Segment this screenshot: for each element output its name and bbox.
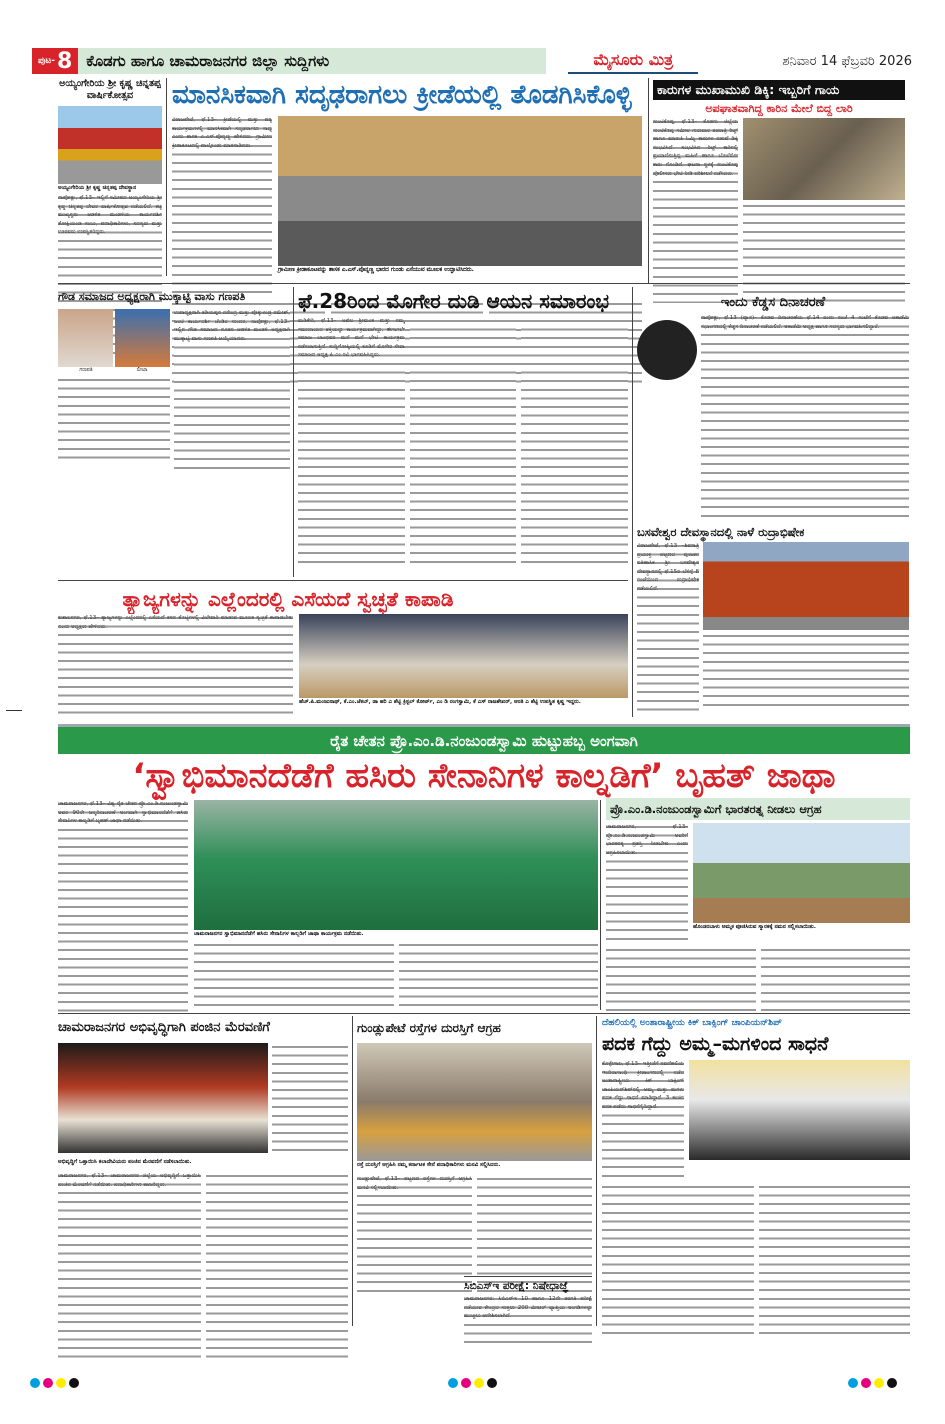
article-body: ವಿರಾಜಪೇಟೆ, ಫೆ.13– ಕ್ರೀಡೆಯಲ್ಲಿ ಮತ್ತು ಪಠ್ಯ ಕಾರ್ಯಕ್ರಮಗಳಲ್ಲಿ ಮಾನಸಿಕವಾಗಿ ಸದೃಢರಾಗಲು ಸಾಧ್ಯ ಎಂದು ಶಾಸಕ ಎ.ಎಸ್.ಪೊನ್ನಣ್ಣ ಹೇಳಿದರು. ಗ್ರಾಮೀಣ ಕ್ರೀಡಾಕೂಟದಲ್ಲಿ ಪಾಲ್ಗೊಂಡು ಮಾತನಾಡಿದರು. — [172, 116, 272, 296]
headline: ಮಾನಸಿಕವಾಗಿ ಸದೃಢರಾಗಲು ಕ್ರೀಡೆಯಲ್ಲಿ ತೊಡಗಿಸಿಕೊಳ್ಳಿ — [172, 80, 632, 110]
photo-caption: ಚಾಮರಾಜನಗರ ಸ್ವಾಭಿಮಾನದೆಡೆಗೆ ಹಸಿರು ಸೇನಾನಿಗಳ ಕಾಲ್ನಡಿಗೆ ಜಾಥಾ ಕಾರ್ಯಕ್ರಮ ನಡೆಯಿತು. — [194, 931, 364, 937]
cleanliness-article — [58, 584, 628, 714]
headline: ಅಯ್ಯಂಗೇರಿಯ ಶ್ರೀ ಕೃಷ್ಣ ಚಿನ್ನತಪ್ಪ ವಾರ್ಷಿಕೋತ್ಸವ — [59, 78, 161, 101]
article-body: ಚಾಮರಾಜನಗರ, ಫೆ.13– ಚಾಮರಾಜನಗರ ಜಿಲ್ಲೆಯ ಅಭಿವೃದ್ಧಿಗೆ ಒತ್ತಾಯಿಸಿ ಪಂಜಿನ ಮೆರವಣಿಗೆ ನಡೆಯಿತು. ಪದಾಧಿಕಾರಿಗಳು ಹಾಜರಿದ್ದರು. — [58, 1172, 201, 1362]
emblem-icon — [637, 320, 697, 380]
headline: ಬಸವೇಶ್ವರ ದೇವಸ್ಥಾನದಲ್ಲಿ ನಾಳೆ ರುದ್ರಾಭಿಷೇಕ — [637, 525, 805, 539]
photo-caption: ರಸ್ತೆ ದುರಸ್ತಿಗೆ ಆಗ್ರಹಿಸಿ ನಮ್ಮ ಕರ್ನಾಟಕ ಸೇನೆ ಪದಾಧಿಕಾರಿಗಳು ಮನವಿ ಸಲ್ಲಿಸಿದರು. — [357, 1162, 501, 1168]
headline: ಕಾರುಗಳ ಮುಖಾಮುಖಿ ಡಿಕ್ಕಿ: ಇಬ್ಬರಿಗೆ ಗಾಯ — [653, 80, 905, 100]
kedasa-article — [637, 292, 909, 519]
photo-caption: ಗ್ರಾಮೀಣ ಕ್ರೀಡಾಕೂಟವನ್ನು ಶಾಸಕ ಎ.ಎಸ್.ಪೊನ್ನಣ್ಣ ಭಾರದ ಗುಂಡು ಎಸೆಯುವ ಮೂಲಕ ಉದ್ಘಾಟಿಸಿದರು. — [278, 267, 474, 273]
registration-marks — [30, 1373, 82, 1392]
issue-date: ಶನಿವಾರ 14 ಫೆಬ್ರವರಿ 2026 — [782, 53, 912, 69]
headline: ತ್ಯಾಜ್ಯಗಳನ್ನು ಎಲ್ಲೆಂದರಲ್ಲಿ ಎಸೆಯದೆ ಸ್ವಚ್ಛತೆ ಕಾಪಾಡಿ — [122, 587, 454, 611]
photo-caption: ಹೊಂಡರಬಾಳು ಅಮ್ಮಕ ಪೂಜಿಸಿರುವ ಸ್ಮಾರಕಕ್ಕೆ ನಮನ ಸಲ್ಲಿಸಲಾಯಿತು. — [693, 924, 816, 930]
page-header — [32, 48, 912, 74]
page-number-badge: ಪುಟ- 8 — [32, 48, 78, 74]
article-body: ನಾಪೋಕ್ಲು, ಫೆ.13– ಇಲ್ಲಿಗೆ ಸಮೀಪದ ಅಯ್ಯಂಗೇರಿಯ ಶ್ರೀ ಕೃಷ್ಣ ಚಿನ್ನತಪ್ಪ ದೇವರ ವಾರ್ಷಿಕೋತ್ಸವ ನಡೆಯಲಿದೆ. ಕಟ್ಟ ಮುಖ್ಯಸ್ಥರು ಆಡಳಿತ ಮಂಡಳಿಯ ಕಾರ್ಯದರ್ಶಿ ತೋಕ್ಷಿಯಂಡ ಸಂಬು, ಪದಾಧಿಕಾರಿಗಳು, ಸದಸ್ಯರು ಮತ್ತು ಊರವರು ಉಪಸ್ಥಿತರಿದ್ದರು. — [58, 194, 162, 354]
accident-article — [653, 80, 905, 303]
harvest-article — [298, 287, 628, 567]
bharataratna-article — [606, 798, 910, 1016]
article-body: ಕುಶಾಲನಗರ, ಫೆ.13– ತ್ಯಾಜ್ಯಗಳನ್ನು ಎಲ್ಲೆಂದರಲ್ಲಿ ಎಸೆಯದೆ ಕಸದ ತೊಟ್ಟಿಗಳಲ್ಲಿ ವಿಲೇವಾರಿ ಮಾಡುವ ಮೂಲಕ ಸ್ವಚ್ಛತೆ ಕಾಪಾಡಬೇಕು ಎಂದು ಅಧ್ಯಕ್ಷರು ಹೇಳಿದರು. — [58, 614, 293, 714]
photo-caption: ಅಭಿವೃದ್ಧಿಗೆ ಒತ್ತಾಯಿಸಿ ಕಲಾದೇವಿಯರು ಪಂಜಿನ ಮೆರವಣಿಗೆ ನಡೆಸಲಾಯಿತು. — [58, 1159, 192, 1165]
sports-photo — [278, 116, 642, 266]
accident-photo — [743, 118, 905, 200]
basaveshwara-article — [637, 522, 909, 712]
article-body: ನಾಪೋಕ್ಲು, ಫೆ.13 (ವ್ಯಾಸ)– ಕೊಡವ ದಿನಾಚರಣೆಯ ಫೆ.14 ರಂದು ಸಂಜೆ 4 ಗಂಟೆಗೆ ಕೊಡವ ಅಕಾಡೆಮಿ ಸಭಾಂಗಣದಲ್ಲಿ ಕೆಡ್ಡಸ ದಿನಾಚರಣೆ ನಡೆಯಲಿದೆ. ಅಕಾಡೆಮಿ ಅಧ್ಯಕ್ಷ ಹಾಗೂ ಸದಸ್ಯರು ಭಾಗವಹಿಸಲಿದ್ದಾರೆ. — [701, 314, 909, 519]
article-body: ಉಪಾಧ್ಯಕ್ಷರಾಗಿ ತಡಿಯಪ್ಪನ ನರೇಂದ್ರ ಮತ್ತು ಪೊಕ್ಕುಳಂಡ್ರ ರಮೇಶ್, ಜಂಟಿ ಕಾರ್ಯದರ್ಶಿ ಚೆಂಡಿರ ಸುಂದರ, ನಾಪೋಕ್ಲು, ಫೆ.13– ಇಲ್ಲಿನ ಗೌಡ ಸಮಾಜದ ನೂತನ ಆಡಳಿತ ಮಂಡಳಿ ಅಧ್ಯಕ್ಷರಾಗಿ ಮುಕ್ಕಾಟ್ಟಿ ವಾಸು ಗಣಪತಿ ಆಯ್ಕೆಯಾದರು. — [174, 309, 290, 469]
article-body: ಚಾಮರಾಜನಗರ, ಫೆ.13– ಪ್ರೊ.ಎಂ.ಡಿ.ನಂಜುಂಡಸ್ವಾಮಿ ಅವರಿಗೆ ಭಾರತರತ್ನ ಪ್ರಶಸ್ತಿ ನೀಡಬೇಕು ಎಂದು ಆಗ್ರಹಿಸಲಾಯಿತು. — [606, 823, 688, 943]
headline: ಇಂದು ಕೆಡ್ಡಸ ದಿನಾಚರಣೆ — [720, 295, 826, 310]
cleanliness-photo — [299, 614, 628, 698]
portrait-photo — [115, 309, 170, 367]
crop-mark — [6, 710, 22, 711]
medal-photo — [689, 1060, 910, 1160]
march-photo — [194, 800, 598, 930]
gundlupet-photo — [357, 1043, 592, 1161]
photo-caption: ಅಯ್ಯಂಗೇರಿಯ ಶ್ರೀ ಕೃಷ್ಣ ಚಿನ್ನತಪ್ಪ ದೇವಸ್ಥಾನ — [58, 185, 137, 191]
cbse-article — [464, 1276, 592, 1343]
article-body: ಸುಂಟಿಕೊಪ್ಪ, ಫೆ.13– ಕೊಡಗು ಜಿಲ್ಲೆಯ ಸುಂಟಿಕೊಪ್ಪ ಸಮೀಪ ಗುರುವಾರ ತಡರಾತ್ರಿ ರಿಟ್ಜ್ ಹಾಗೂ ಮಾರುತಿ ಓಮ್ನಿ ಕಾರುಗಳ ನಡುವೆ ಡಿಕ್ಕಿ ಸಂಭವಿಸಿದೆ. ಸಂಭವಿಸಿದ ರಿಟ್ಜ್ ಕಾರಿನಲ್ಲಿ ಪ್ರಯಾಣಿಸುತ್ತಿದ್ದ ಮಹಿಳೆ ಹಾಗೂ ಬೊಲೆರೋ ಕಾರು ಗೊಂಡಿದೆ. ಘಟನಾ ಸ್ಥಳಕ್ಕೆ ಸುಂಟಿಕೊಪ್ಪ ಪೊಲೀಸರು ಭೇಟಿ ನೀಡಿ ಪರಿಶೀಲನೆ ನಡೆಸಿದರು. — [653, 118, 738, 303]
kicker: ದೆಹಲಿಯಲ್ಲಿ ಅಂತಾರಾಷ್ಟ್ರೀಯ ಕಿಕ್ ಬಾಕ್ಸಿಂಗ್ ಚಾಂಪಿಯನ್‌ಶಿಪ್ — [602, 1018, 782, 1028]
registration-marks — [848, 1373, 900, 1392]
article-body: ಕೊಳ್ಳೇಗಾಲ, ಫೆ.13– ಇತ್ತೀಚೆಗೆ ನವದೆಹಲಿಯ ಇಂದಿರಾಗಾಂಧಿ ಕ್ರೀಡಾಂಗಣದಲ್ಲಿ ನಡೆದ ಅಂತಾರಾಷ್ಟ್ರೀಯ ಕಿಕ್ ಬಾಕ್ಸಿಂಗ್ ಚಾಂಪಿಯನ್‌ಶಿಪ್‌ನಲ್ಲಿ ಅಮ್ಮ ಮತ್ತು ಮಗಳು ಪದಕ ಗೆದ್ದು ಸಾಧನೆ ಮಾಡಿದ್ದಾರೆ. 3 ಕಂಚಿನ ಪದಕ ಪಡೆದು ಸಾಧನೆಗೈದಿದ್ದಾರೆ. — [602, 1060, 684, 1180]
article-body: ವಿರಾಜಪೇಟೆ, ಫೆ.13 –ಶಿವರಾತ್ರಿ ಪ್ರಯುಕ್ತ ಪಟ್ಟಣದ ಪುರಾತನ ಐತಿಹಾಸಿಕ ಶ್ರೀ ಬಸವೇಶ್ವರ ದೇವಸ್ಥಾನದಲ್ಲಿ ಫೆ.15ರ ಬೆಳಿಗ್ಗೆ 8 ಗಂಟೆಯಿಂದ ರುದ್ರಾಭಿಷೇಕ ನಡೆಯಲಿದೆ. — [637, 542, 699, 712]
registration-marks — [448, 1373, 500, 1392]
headline: ಚಾಮರಾಜನಗರ ಅಭಿವೃದ್ಧಿಗಾಗಿ ಪಂಜಿನ ಮೆರವಣಿಗೆ — [58, 1020, 270, 1035]
subhead: ಅಪಘಾತವಾಗಿದ್ದ ಕಾರಿನ ಮೇಲೆ ಬಿದ್ದ ಲಾರಿ — [705, 102, 853, 115]
procession-photo — [58, 1043, 268, 1153]
temple-photo — [703, 542, 909, 630]
headline: ಫೆ.28ರಿಂದ ಮೊಗೇರ ದುಡಿ ಆಯನ ಸಮಾರಂಭ — [298, 289, 610, 313]
gowda-article: ಗೌಡ ಸಮಾಜದ ಅಧ್ಯಕ್ಷರಾಗಿ ಮುಕ್ಕಾಟ್ಟಿ ವಾಸು ಗಣಪತಿ ಗಣಪತಿ ಲೀಲಾ ಉಪಾಧ್ಯಕ್ಷರಾಗಿ ತಡಿಯಪ್ಪನ ನರೇಂದ್ರ ಮತ್ತು ಪೊಕ್ಕುಳಂಡ್ರ ರಮೇಶ್, ಜಂಟಿ ಕಾರ್ಯದರ್ಶಿ ಚೆಂಡಿರ ಸುಂದರ, ನಾಪೋಕ್ಲು, ಫೆ.13– ಇಲ್ಲಿನ ಗೌಡ ಸಮಾಜದ ನೂತನ ಆಡಳಿತ ಮಂಡಳಿ ಅಧ್ಯಕ್ಷರಾಗಿ ಮುಕ್ಕಾಟ್ಟಿ ವಾಸು ಗಣಪತಿ ಆಯ್ಕೆಯಾದರು. — [58, 287, 290, 469]
headline: ಪದಕ ಗೆದ್ದು ಅಮ್ಮ–ಮಗಳಿಂದ ಸಾಧನೆ — [602, 1033, 829, 1055]
gundlupet-article — [357, 1016, 592, 1295]
article-body: ಚಾಮರಾಜನಗರ: ಸಿಬಿಎಸ್‌ಇ 10 ಹಾಗೂ 12ನೇ ತರಗತಿ ಪರೀಕ್ಷೆ ನಡೆಯುವ ಕೇಂದ್ರದ ಸುತ್ತಲು 200 ಮೀಟರ್ ವ್ಯಾಪ್ತಿಯ ಅಂಗಡಿಗಳನ್ನು ಮುಚ್ಚಲು ಆದೇಶಿಸಲಾಗಿದೆ. — [464, 1295, 592, 1343]
page-number: 8 — [56, 48, 73, 74]
article-body: ಮಡಿಕೇರಿ, ಫೆ.13– ಅಖಿಲ ಶ್ರೀಮಂತ ಮತ್ತು ನಮ್ಮ ಸಮುದಾಯದ ಶಕ್ತಿಯನ್ನು ಕಾರ್ಯಕ್ರಮವಾಗಿದ್ದು, ಈಗಾಗಲೇ ಸಮಾಜ ಬಾಂಧವರ ಮನೆ ಮನೆ ಭೇಟಿ ಕಾರ್ಯಕ್ರಮ ನಡೆಸಲಾಗುತ್ತಿದೆ. ಸುದ್ದಿಗೋಷ್ಠಿಯಲ್ಲಿ ಕೂಡಿಗೆ ಮೊಗೇರ ಸೇವಾ ಸಮಾಜದ ಅಧ್ಯಕ್ಷ ಪಿ.ಎಂ.ರವಿ ಭಾಗವಹಿಸಿದ್ದರು. — [298, 317, 405, 567]
headline: ಗೌಡ ಸಮಾಜದ ಅಧ್ಯಕ್ಷರಾಗಿ ಮುಕ್ಕಾಟ್ಟಿ ವಾಸು ಗಣಪತಿ — [58, 290, 246, 303]
banner-headline: ‘ಸ್ವಾಭಿಮಾನದೆಡೆಗೆ ಹಸಿರು ಸೇನಾನಿಗಳ ಕಾಲ್ನಡಿಗೆ’ ಬೃಹತ್ ಜಾಥಾ — [132, 756, 836, 796]
temple-photo — [58, 106, 162, 184]
memorial-photo — [693, 823, 910, 923]
banner-kicker: ರೈತ ಚೇತನ ಪ್ರೊ.ಎಂ.ಡಿ.ನಂಜುಂಡಸ್ವಾಮಿ ಹುಟ್ಟುಹಬ್ಬ ಅಂಗವಾಗಿ — [58, 724, 910, 754]
article-body: ಚಾಮರಾಜನಗರ, ಫೆ.13– ವಿಶ್ವ ರೈತ ಚೇತನ ಪ್ರೊ.ಎಂ.ಡಿ.ನಂಜುಂಡಸ್ವಾಮಿ ಅವರ 90ನೇ ಜನ್ಮದಿನಾಚರಣೆ ಅಂಗವಾಗಿ ಸ್ವಾಭಿಮಾನದೆಡೆಗೆ ಹಸಿರು ಸೇನಾನಿಗಳ ಕಾಲ್ನಡಿಗೆ ಬೃಹತ್ ಜಾಥಾ ನಡೆಯಿತು. — [58, 800, 188, 1015]
procession-article — [58, 1016, 348, 1362]
headline: ಪ್ರೊ.ಎಂ.ಡಿ.ನಂಜುಂಡಸ್ವಾಮಿಗೆ ಭಾರತರತ್ನ ನೀಡಲು ಆಗ್ರಹ — [606, 798, 910, 820]
article-body: ಗುಂಡ್ಲುಪೇಟೆ, ಫೆ.13– ಪಟ್ಟಣದ ರಸ್ತೆಗಳ ದುರಸ್ತಿಗೆ ಆಗ್ರಹಿಸಿ ಮನವಿ ಸಲ್ಲಿಸಲಾಯಿತು. — [357, 1175, 472, 1295]
headline: ಗುಂಡ್ಲುಪೇಟೆ ರಸ್ತೆಗಳ ದುರಸ್ತಿಗೆ ಆಗ್ರಹ — [357, 1021, 501, 1035]
masthead: ಮೈಸೂರು ಮಿತ್ರ — [568, 48, 698, 74]
headline: ಸಿಬಿಎಸ್‌ಇ ಪರೀಕ್ಷೆ: ನಿಷೇಧಾಜ್ಞೆ — [464, 1280, 569, 1292]
photo-caption: ಹೆಚ್.ಪಿ.ಮಂಜುನಾಥ್, ಕೆ.ಎಂ.ಜೆಕಬ್, ಡಾ ಹರಿ ಎ ಶೆಟ್ಟಿ ಕ್ರಿಸ್ಟಲ್ ಕೋರ್ಟ್, ಎಂ ಡಿ ರಂಗಸ್ವಾಮಿ, ಕೆ ಎಸ್ ರಾಜಶೇಖರ್, ಆರತಿ ಎ ಶೆಟ್ಟಿ ಉಪಸ್ಥಿತ ಕೃಷ್ಣ ಇದ್ದರು. — [299, 699, 581, 705]
portrait-photo — [58, 309, 113, 367]
march-article — [58, 800, 598, 1015]
section-title: ಕೊಡಗು ಹಾಗೂ ಚಾಮರಾಜನಗರ ಜಿಲ್ಲಾ ಸುದ್ದಿಗಳು — [78, 48, 546, 74]
kickboxing-article — [602, 1016, 910, 1335]
